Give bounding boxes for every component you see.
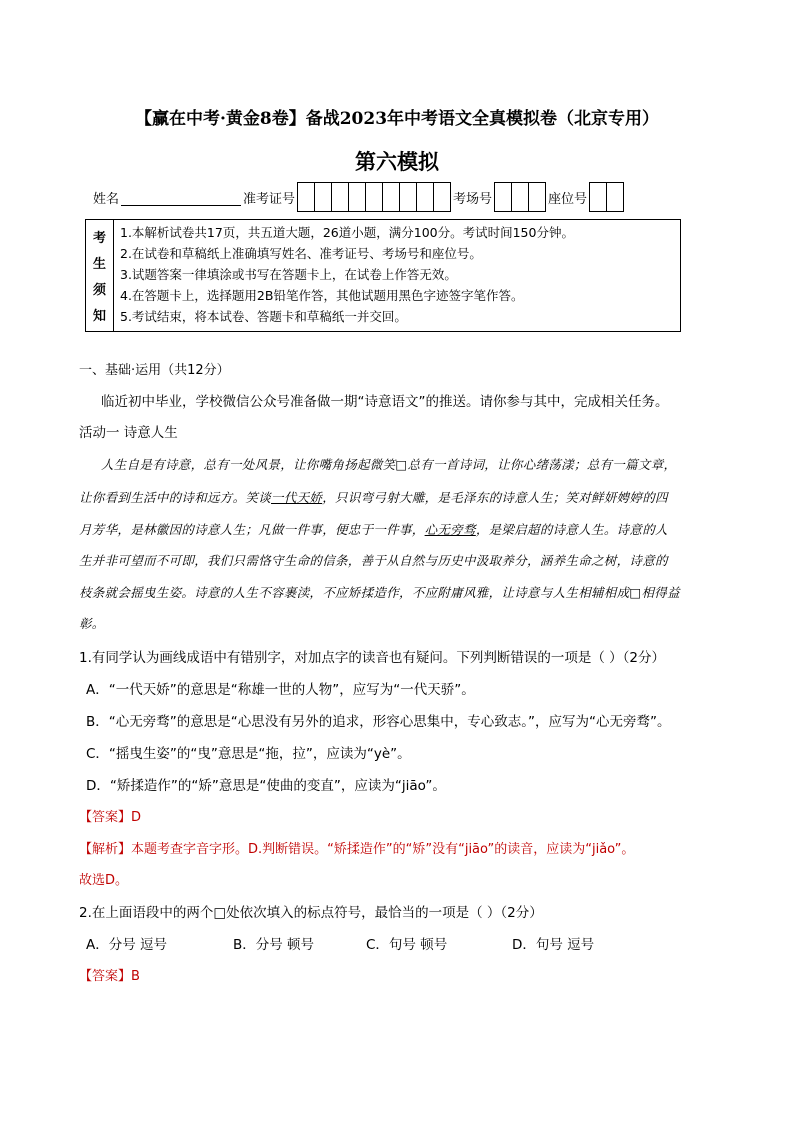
seat-label: 座位号 [548,191,588,207]
passage-line: 让你看到生活中的诗和远方。笑谈一代天娇，只识弯弓射大雕，是毛泽东的诗意人生；笑对鲜妍娉婷的四 [79,490,668,505]
passage-line: 彰。 [79,616,105,631]
part1-heading: 一、基础·运用（共12分） [79,363,230,378]
analysis-tag: 【解析】 [79,842,132,857]
answer-tag: 【答案】 [79,810,132,825]
q1-answer [79,806,141,825]
q2-answer [79,965,140,984]
activity-title: 活动一 诗意人生 [79,425,178,441]
notice-side-char: 考 [92,231,106,247]
seat-boxes[interactable] [589,182,624,212]
underlined-idiom: 一代天娇 [271,490,323,505]
passage-line: 月芳华，是林徽因的诗意人生；凡做一件事，便忠于一件事，心无旁骛，是梁启超的诗意人生。诗意的人 [79,522,668,537]
notice-item: 4.在答题卡上，选择题用2B铅笔作答，其他试题用黑色字迹签字笔作答。 [120,288,524,303]
q1-option-b: B．“心无旁骛”的意思是“心思没有另外的追求，形容心思集中，专心致志。”，应写为“心无旁骛”。 [86,714,671,730]
passage-line: 人生自是有诗意，总有一处风景，让你嘴角扬起微笑□总有一首诗词，让你心绪荡漾；总有一篇文章， [101,457,677,472]
q1-analysis: 【解析】本题考查字音字形。D.判断错误。“矫揉造作”的“矫”没有“jiāo”的读音，应读为“jiǎo”。 [79,842,635,857]
notice-items [114,220,580,331]
q2-stem: 2.在上面语段中的两个□处依次填入的标点符号，最恰当的一项是（ ）（2分） [79,905,543,921]
exam-id-boxes[interactable] [297,182,451,212]
notice-item: 3.试题答案一律填涂或书写在答题卡上，在试卷上作答无效。 [120,267,457,282]
notice-item: 1.本解析试卷共17页，共五道大题，26道小题，满分100分。考试时间150分钟。 [120,225,574,240]
notice-item: 2.在试卷和草稿纸上准确填写姓名、准考证号、考场号和座位号。 [120,246,482,261]
examinee-notice-box [85,219,681,332]
answer-value: B [131,969,140,984]
name-label: 姓名 [93,191,120,207]
notice-side-char: 须 [92,282,106,298]
answer-tag: 【答案】 [79,969,132,984]
room-boxes[interactable] [494,182,546,212]
notice-side-label [86,220,114,331]
document-title: 【赢在中考·黄金8卷】备战2023年中考语文全真模拟卷（北京专用） [134,109,660,129]
notice-side-char: 生 [92,257,106,273]
q2-option-c: C．句号 顿号 [366,937,448,953]
passage-line: 枝条就会摇曳生姿。诗意的人生不容裹渎，不应矫揉造作，不应附庸风雅，让诗意与人生相辅相成□相得益 [79,585,680,600]
q2-option-a: A．分号 逗号 [86,937,168,953]
answer-value: D [131,810,142,825]
name-field[interactable] [121,189,241,206]
q1-analysis-conclusion: 故选D。 [79,873,129,888]
notice-item: 5.考试结束，将本试卷、答题卡和草稿纸一并交回。 [120,309,407,324]
q2-option-b: B．分号 顿号 [233,937,315,953]
q1-stem: 1.有同学认为画线成语中有错别字，对加点字的读音也有疑问。下列判断错误的一项是（ ）（2分） [79,650,666,666]
passage-line: 生并非可望而不可即，我们只需恪守生命的信条，善于从自然与历史中汲取养分，涵养生命之树，诗意的 [79,553,668,568]
q1-option-a: A．“一代天娇”的意思是“称雄一世的人物”，应写为“一代天骄”。 [86,682,475,698]
q1-option-d: D．“矫揉造作”的“矫”意思是“使曲的变直”，应读为“jiāo”。 [86,778,446,794]
document-subtitle: 第六模拟 [355,149,439,174]
q1-option-c: C．“摇曳生姿”的“曳”意思是“拖，拉”，应读为“yè”。 [86,746,411,762]
room-label: 考场号 [453,191,493,207]
notice-side-char: 知 [92,308,106,324]
exam-id-label: 准考证号 [243,191,296,207]
underlined-idiom: 心无旁骛 [424,522,476,537]
q2-option-d: D．句号 逗号 [512,937,595,953]
candidate-info-row [93,182,626,212]
part1-intro: 临近初中毕业，学校微信公众号准备做一期“诗意语文”的推送。请你参与其中，完成相关任务。 [101,394,669,410]
